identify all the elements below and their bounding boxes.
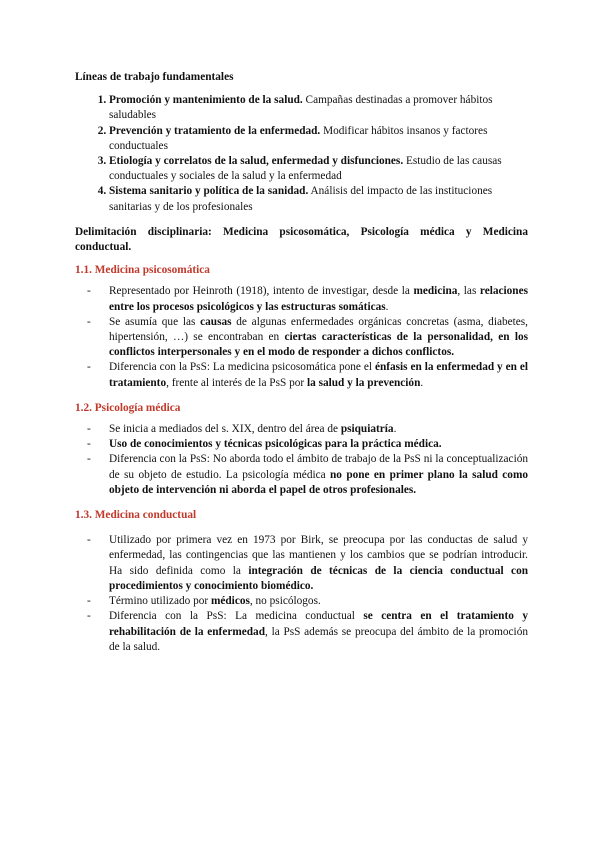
- list-item: - Diferencia con la PsS: No aborda todo el ámbito de trabajo de la PsS ni la conceptualización de su objeto de estudio. La psicología médica no pone en primer plano la salud como objeto de intervención ni aborda el papel de otros profesionales.: [75, 452, 528, 498]
- subsection-title-psychosomatic: 1.1. Medicina psicosomática: [75, 264, 210, 277]
- behavioral-medicine-list: [75, 533, 528, 655]
- subsection-title-behavioral-medicine: 1.3. Medicina conductual: [75, 509, 197, 522]
- psychosomatic-list: [75, 284, 528, 390]
- list-item: - Se asumía que las causas de algunas enfermedades orgánicas concretas (asma, diabetes, hipertensión, …) se encontraban en ciertas características de la personalidad, en los conflictos interpersonales y en el modo de responder a dichos conflictos.: [75, 315, 528, 361]
- list-item: - Representado por Heinroth (1918), intento de investigar, desde la medicina, las relaciones entre los procesos psicológicos y las estructuras somáticas.: [75, 284, 528, 314]
- list-item: - Diferencia con la PsS: La medicina conductual se centra en el tratamiento y rehabilitación de la enfermedad, la PsS además se preocupa del ámbito de la promoción de la salud.: [75, 609, 528, 655]
- work-line-item: 2. Prevención y tratamiento de la enfermedad. Modificar hábitos insanos y factores conductuales: [109, 124, 528, 154]
- subsection-title-medical-psychology: 1.2. Psicología médica: [75, 401, 181, 414]
- section-heading: Líneas de trabajo fundamentales: [75, 71, 234, 83]
- list-item: - Término utilizado por médicos, no psicólogos.: [75, 594, 528, 609]
- medical-psychology-list: [75, 422, 528, 498]
- list-item: - Uso de conocimientos y técnicas psicológicas para la práctica médica.: [75, 437, 528, 452]
- list-item: - Utilizado por primera vez en 1973 por Birk, se preocupa por las conductas de salud y enfermedad, las contingencias que las mantienen y los cambios que se podrían introducir. Ha sido definida como la integración de técnicas de la ciencia conductual con procedimientos y conocimiento biomédico.: [75, 533, 528, 594]
- list-item: - Diferencia con la PsS: La medicina psicosomática pone el énfasis en la enfermedad y en el tratamiento, frente al interés de la PsS por la salud y la prevención.: [75, 360, 528, 390]
- list-item: - Se inicia a mediados del s. XIX, dentro del área de psiquiatría.: [75, 422, 528, 437]
- delimitation-heading: Delimitación disciplinaria: Medicina psicosomática, Psicología médica y Medicina conductual.: [75, 225, 528, 254]
- work-line-item: 4. Sistema sanitario y política de la sanidad. Análisis del impacto de las instituciones sanitarias y de los profesionales: [109, 184, 528, 214]
- work-line-item: 3. Etiología y correlatos de la salud, enfermedad y disfunciones. Estudio de las causas conductuales y sociales de la salud y la enfermedad: [109, 154, 528, 184]
- document-page: [75, 70, 528, 655]
- work-lines-list: [75, 93, 528, 215]
- work-line-item: 1. Promoción y mantenimiento de la salud. Campañas destinadas a promover hábitos saludables: [109, 93, 528, 123]
